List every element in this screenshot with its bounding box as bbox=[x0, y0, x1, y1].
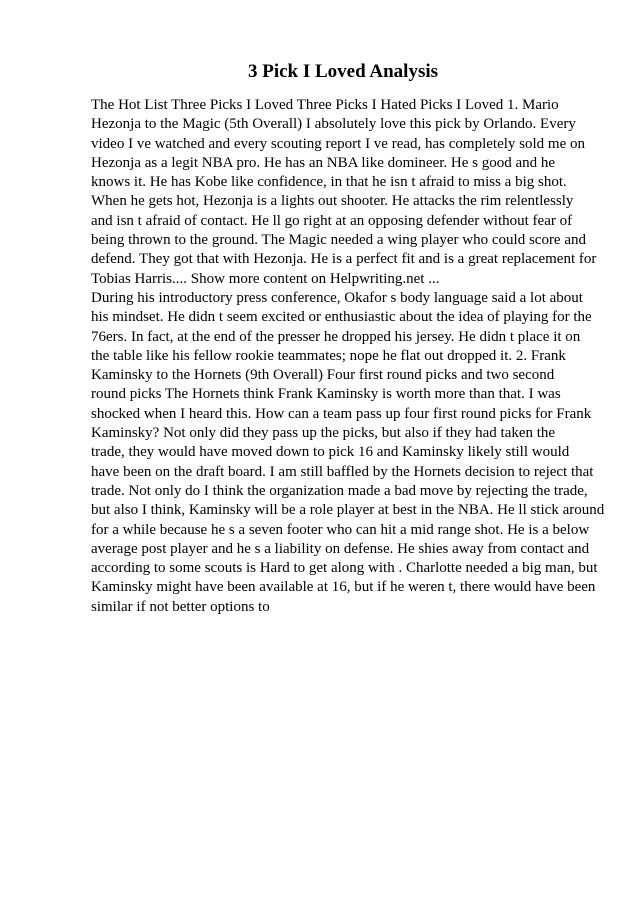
text-line: trade, they would have moved down to pick 16 and Kaminsky likely still would bbox=[91, 444, 570, 461]
text-line: Kaminsky? Not only did they pass up the picks, but also if they had taken the bbox=[91, 425, 556, 442]
text-line: his mindset. He didn t seem excited or enthusiastic about the idea of playing for the bbox=[91, 309, 592, 326]
text-line: and isn t afraid of contact. He ll go right at an opposing defender without fear of bbox=[91, 212, 573, 229]
text-line: trade. Not only do I think the organization made a bad move by rejecting the trade, bbox=[91, 482, 588, 499]
text-line: average post player and he s a liability on defense. He shies away from contact and bbox=[91, 540, 590, 557]
text-line: but also I think, Kaminsky will be a role player at best in the NBA. He ll stick around bbox=[91, 502, 605, 519]
text-line: similar if not better options to bbox=[91, 598, 270, 615]
text-line: 76ers. In fact, at the end of the presser he dropped his jersey. He didn t place it on bbox=[91, 328, 581, 345]
text-line: according to some scouts is Hard to get along with . Charlotte needed a big man, but bbox=[91, 560, 598, 577]
text-line: Tobias Harris.... Show more content on Helpwriting.net ... bbox=[91, 270, 440, 287]
document-title: 3 Pick I Loved Analysis bbox=[247, 61, 439, 82]
text-line: for a while because he s a seven footer who can hit a mid range shot. He is a below bbox=[91, 521, 590, 538]
text-line: During his introductory press conference, Okafor s body language said a lot about bbox=[91, 289, 583, 306]
text-line: have been on the draft board. I am still baffled by the Hornets decision to reject that bbox=[91, 463, 594, 480]
text-line: The Hot List Three Picks I Loved Three Picks I Hated Picks I Loved 1. Mario bbox=[91, 97, 559, 113]
text-line: video I ve watched and every scouting report I ve read, has completely sold me on bbox=[91, 135, 585, 152]
text-line: shocked when I heard this. How can a team pass up four first round picks for Frank bbox=[91, 405, 592, 422]
text-line: Hezonja as a legit NBA pro. He has an NBA like domineer. He s good and he bbox=[91, 154, 556, 171]
text-line: being thrown to the ground. The Magic needed a wing player who could score and bbox=[91, 232, 586, 249]
text-line: defend. They got that with Hezonja. He is a perfect fit and is a great replacement for bbox=[91, 251, 597, 268]
document-body bbox=[91, 96, 605, 617]
text-line: When he gets hot, Hezonja is a lights out shooter. He attacks the rim relentlessly bbox=[91, 193, 574, 210]
text-line: Kaminsky might have been available at 16, but if he weren t, there would have been bbox=[91, 579, 596, 596]
text-line: knows it. He has Kobe like confidence, in that he isn t afraid to miss a big shot. bbox=[91, 174, 567, 191]
text-line: Hezonja to the Magic (5th Overall) I absolutely love this pick by Orlando. Every bbox=[91, 116, 576, 133]
text-line: Kaminsky to the Hornets (9th Overall) Four first round picks and two second bbox=[91, 367, 555, 384]
text-line: round picks The Hornets think Frank Kaminsky is worth more than that. I was bbox=[91, 386, 561, 403]
text-line: the table like his fellow rookie teammates; nope he flat out dropped it. 2. Frank bbox=[91, 347, 566, 364]
